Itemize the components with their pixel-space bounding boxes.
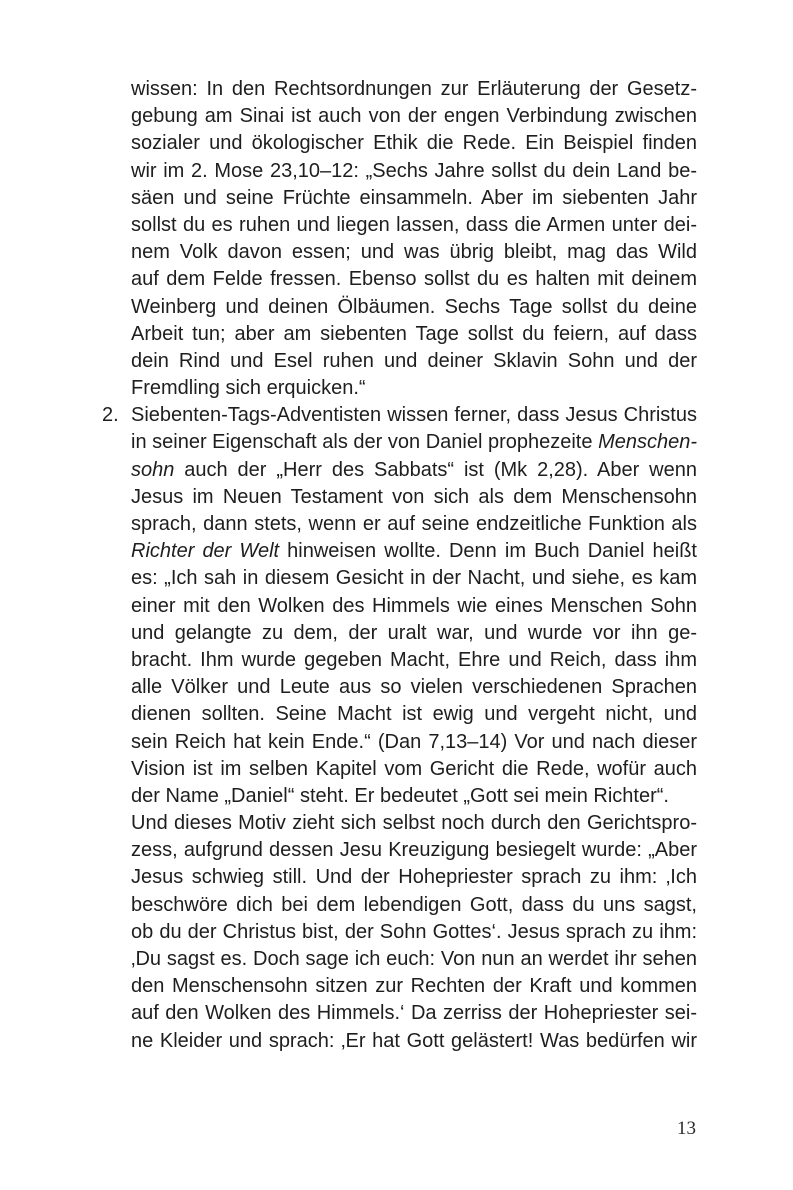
text-line: säen und seine Früchte einsammeln. Aber im siebenten Jahr [131, 186, 697, 209]
text-line: dienen sollten. Seine Macht ist ewig und vergeht nicht, und [131, 703, 697, 726]
text-run: in seiner Eigenschaft als der von Daniel prophezeite [131, 431, 599, 454]
text-line [131, 538, 697, 565]
list-number: 2. [102, 404, 119, 427]
text-line: Weinberg und deinen Ölbäumen. Sechs Tage sollst du deine [131, 295, 697, 318]
text-run: auch der „Herr des Sabbats“ ist (Mk 2,28). Aber wenn [174, 458, 697, 481]
italic-term: sohn [131, 458, 175, 481]
text-line: sprach, dann stets, wenn er auf seine endzeitliche Funktion als [131, 513, 697, 535]
page-number: 13 [677, 1118, 696, 1139]
text-line: Vision ist im selben Kapitel vom Gericht die Rede, wofür auch [131, 757, 697, 780]
text-line: ob du der Christus bist, der Sohn Gottes‘. Jesus sprach zu ihm: [131, 920, 697, 943]
text-line: sein Reich hat kein Ende.“ (Dan 7,13–14) Vor und nach dieser [131, 730, 697, 753]
text-line: und gelangte zu dem, der uralt war, und wurde vor ihn ge- [131, 621, 697, 644]
text-line: Fremdling sich erquicken.“ [131, 377, 366, 400]
text-line: alle Völker und Leute aus so vielen verschiedenen Sprachen [131, 676, 697, 699]
text-line: nem Volk davon essen; und was übrig bleibt, mag das Wild [131, 241, 697, 264]
list-item-2 [102, 402, 697, 1055]
text-line: auf dem Felde fressen. Ebenso sollst du es halten mit deinem [131, 268, 697, 291]
text-line: Siebenten-Tags-Adventisten wissen ferner, dass Jesus Christus [131, 404, 697, 427]
text-line: wissen: In den Rechtsordnungen zur Erläuterung der Gesetz- [131, 78, 697, 100]
text-line: sozialer und ökologischer Ethik die Rede. Ein Beispiel finden [131, 132, 697, 155]
text-line: Jesus schwieg still. Und der Hohepriester sprach zu ihm: ‚Ich [131, 866, 697, 889]
text-line: wir im 2. Mose 23,10–12: „Sechs Jahre sollst du dein Land be- [131, 159, 697, 182]
body-text [102, 76, 697, 1055]
text-line: den Menschensohn sitzen zur Rechten der Kraft und kommen [131, 975, 697, 998]
text-line: einer mit den Wolken des Himmels wie eines Menschen Sohn [131, 594, 697, 617]
text-line: ne Kleider und sprach: ‚Er hat Gott gelästert! Was bedürfen wir [131, 1029, 697, 1052]
text-run: hinweisen wollte. Denn im Buch Daniel heißt [279, 540, 697, 563]
text-line: auf den Wolken des Himmels.‘ Da zerriss der Hohepriester sei- [131, 1002, 697, 1025]
text-line: Arbeit tun; aber am siebenten Tage sollst du feiern, auf dass [131, 322, 697, 345]
italic-term: Richter der Welt [131, 540, 280, 563]
text-line: ‚Du sagst es. Doch sage ich euch: Von nun an werdet ihr sehen [131, 948, 697, 970]
text-line: sollst du es ruhen und liegen lassen, dass die Armen unter dei- [131, 213, 697, 236]
text-line [131, 457, 697, 484]
text-line: dein Rind und Esel ruhen und deiner Sklavin Sohn und der [131, 349, 697, 372]
italic-term: Menschen- [598, 431, 697, 454]
text-line: Und dieses Motiv zieht sich selbst noch durch den Gerichtspro- [131, 812, 697, 835]
text-line [131, 429, 697, 456]
text-line: gebung am Sinai ist auch von der engen Verbindung zwischen [131, 105, 697, 128]
text-line: der Name „Daniel“ steht. Er bedeutet „Gott sei mein Richter“. [131, 784, 669, 807]
text-line: beschwöre dich bei dem lebendigen Gott, dass du uns sagst, [131, 893, 697, 916]
text-line: Jesus im Neuen Testament von sich als dem Menschensohn [131, 485, 697, 508]
text-line: bracht. Ihm wurde gegeben Macht, Ehre und Reich, dass ihm [131, 648, 697, 671]
paragraph-continuation [131, 76, 697, 402]
text-line: es: „Ich sah in diesem Gesicht in der Nacht, und siehe, es kam [131, 567, 697, 590]
text-line: zess, aufgrund dessen Jesu Kreuzigung besiegelt wurde: „Aber [131, 839, 697, 862]
